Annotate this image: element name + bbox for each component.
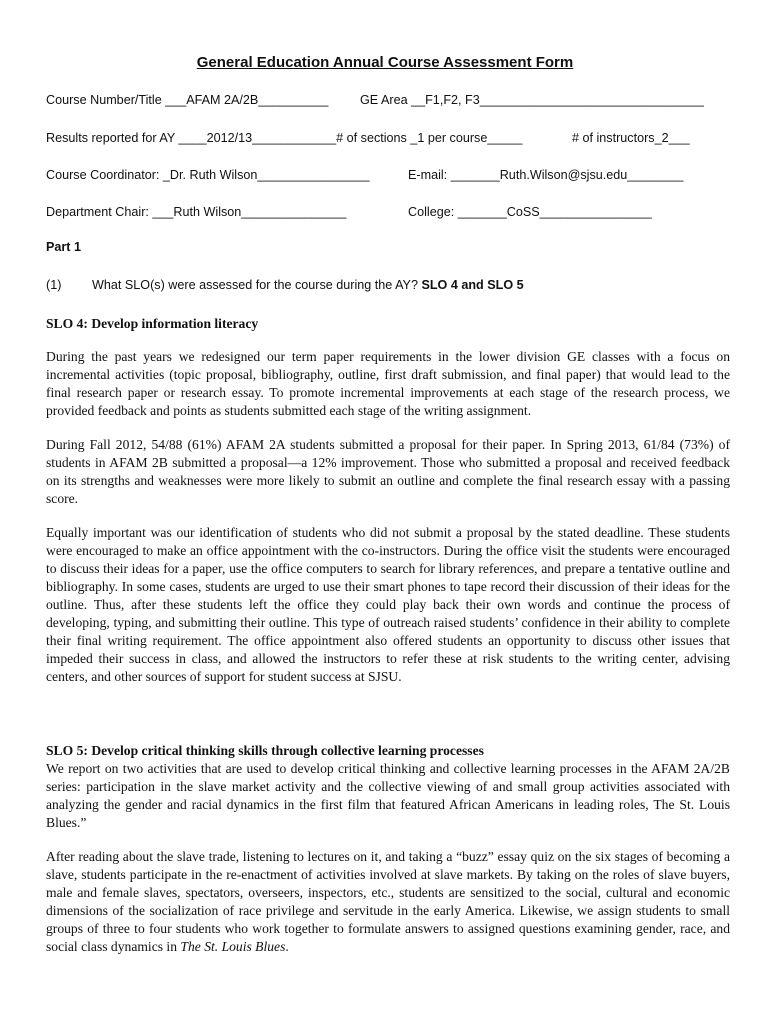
course-field xyxy=(46,93,328,107)
chair-label: Department Chair: xyxy=(46,205,153,219)
sections-field: # of sections _1 per course_____ xyxy=(336,131,523,145)
email-value: _______Ruth.Wilson@sjsu.edu________ xyxy=(450,168,684,182)
chair-value: ___Ruth Wilson_______________ xyxy=(152,205,347,219)
form-title: General Education Annual Course Assessment Form xyxy=(196,54,574,71)
part-heading: Part 1 xyxy=(46,240,82,254)
ge-area-field xyxy=(360,93,704,107)
course-label: Course Number/Title xyxy=(46,93,166,107)
coordinator-field xyxy=(46,168,369,182)
email-label: E-mail: xyxy=(408,168,451,182)
chair-field xyxy=(46,205,346,219)
college-field xyxy=(408,205,652,219)
question-text: What SLO(s) were assessed for the course during the AY? xyxy=(92,278,422,292)
slo5-paragraph-2-end: . xyxy=(285,939,289,954)
slo4-section xyxy=(46,315,730,686)
college-label: College: xyxy=(408,205,458,219)
slo5-section xyxy=(46,742,730,956)
slo5-paragraph-2 xyxy=(46,848,730,956)
ay-value: ____2012/13____________ xyxy=(178,131,337,145)
ay-label: Results reported for AY xyxy=(46,131,179,145)
film-title: The St. Louis Blues xyxy=(180,939,286,954)
ge-area-label: GE Area xyxy=(360,93,412,107)
slo4-paragraph-3: Equally important was our identification of students who did not submit a proposal by the stated deadline. These students were encouraged to make an office appointment with the co-instructors. During the office visit the students were encouraged to discuss their ideas for a paper, use the office computers to search for library references, and prepare a tentative outline and bibliography. In some cases, students are urged to use their smart phones to tape record their discussion of their ideas for the outline. Thus, after these students left the office they could play back their own words and continue the process of developing, typing, and submitting their outline. This type of outreach raised students’ confidence in their ability to complete their final writing requirement. The office appointment also offered students an opportunity to discuss other issues that impeded their success in class, and allowed the instructors to refer these at risk students to the writing center, advising centers, and other sources of support for student success at SJSU. xyxy=(46,525,730,684)
ay-field xyxy=(46,131,522,145)
slo4-heading: SLO 4: Develop information literacy xyxy=(46,316,259,331)
slo4-paragraph-1: During the past years we redesigned our term paper requirements in the lower division GE classes with a focus on incremental activities (topic proposal, bibliography, outline, first draft submission, and final paper) that would lead to the final research paper or research essay. To promote incremental improvements at each stage of the research process, we provided feedback and points as students submitted each stage of the writing assignment. xyxy=(46,349,730,418)
coordinator-label: Course Coordinator: xyxy=(46,168,163,182)
slo5-heading: SLO 5: Develop critical thinking skills through collective learning processes xyxy=(46,743,484,758)
course-value: ___AFAM 2A/2B__________ xyxy=(165,93,329,107)
ge-area-value: __F1,F2, F3________________________________ xyxy=(411,93,704,107)
question-1 xyxy=(46,278,524,292)
question-number: (1) xyxy=(46,278,62,292)
instructors-field: # of instructors_2___ xyxy=(572,131,690,145)
slo5-paragraph-1: We report on two activities that are used to develop critical thinking and collective learning processes in the AFAM 2A/2B series: participation in the slave market activity and the collective viewing of and small group activities associated with analyzing the gender and racial dynamics in the first film that featured African Americans in leading roles, The St. Louis Blues.” xyxy=(46,761,730,830)
email-field xyxy=(408,168,683,182)
coordinator-value: _Dr. Ruth Wilson________________ xyxy=(162,168,370,182)
slo4-paragraph-2: During Fall 2012, 54/88 (61%) AFAM 2A students submitted a proposal for their paper. In Spring 2013, 61/84 (73%) of students in AFAM 2B submitted a proposal—a 12% improvement. Those who submitted a proposal and received feedback on its strengths and weaknesses were more likely to submit an outline and complete the final research essay with a passing score. xyxy=(46,437,730,506)
college-value: _______CoSS________________ xyxy=(457,205,652,219)
question-answer: SLO 4 and SLO 5 xyxy=(421,278,524,292)
slo5-paragraph-2-text: After reading about the slave trade, listening to lectures on it, and taking a “buzz” essay quiz on the six stages of becoming a slave, students participate in the re-enactment of activities involved at slave markets. By taking on the roles of slave buyers, male and female slaves, spectators, overseers, inspectors, etc., students are sensitized to the social, cultural and economic dimensions of the socialization of race privilege and servitude in the early America. Likewise, we assign students to small groups of three to four students who work together to formulate answers to assigned questions examining gender, race, and social class dynamics in xyxy=(46,849,730,954)
